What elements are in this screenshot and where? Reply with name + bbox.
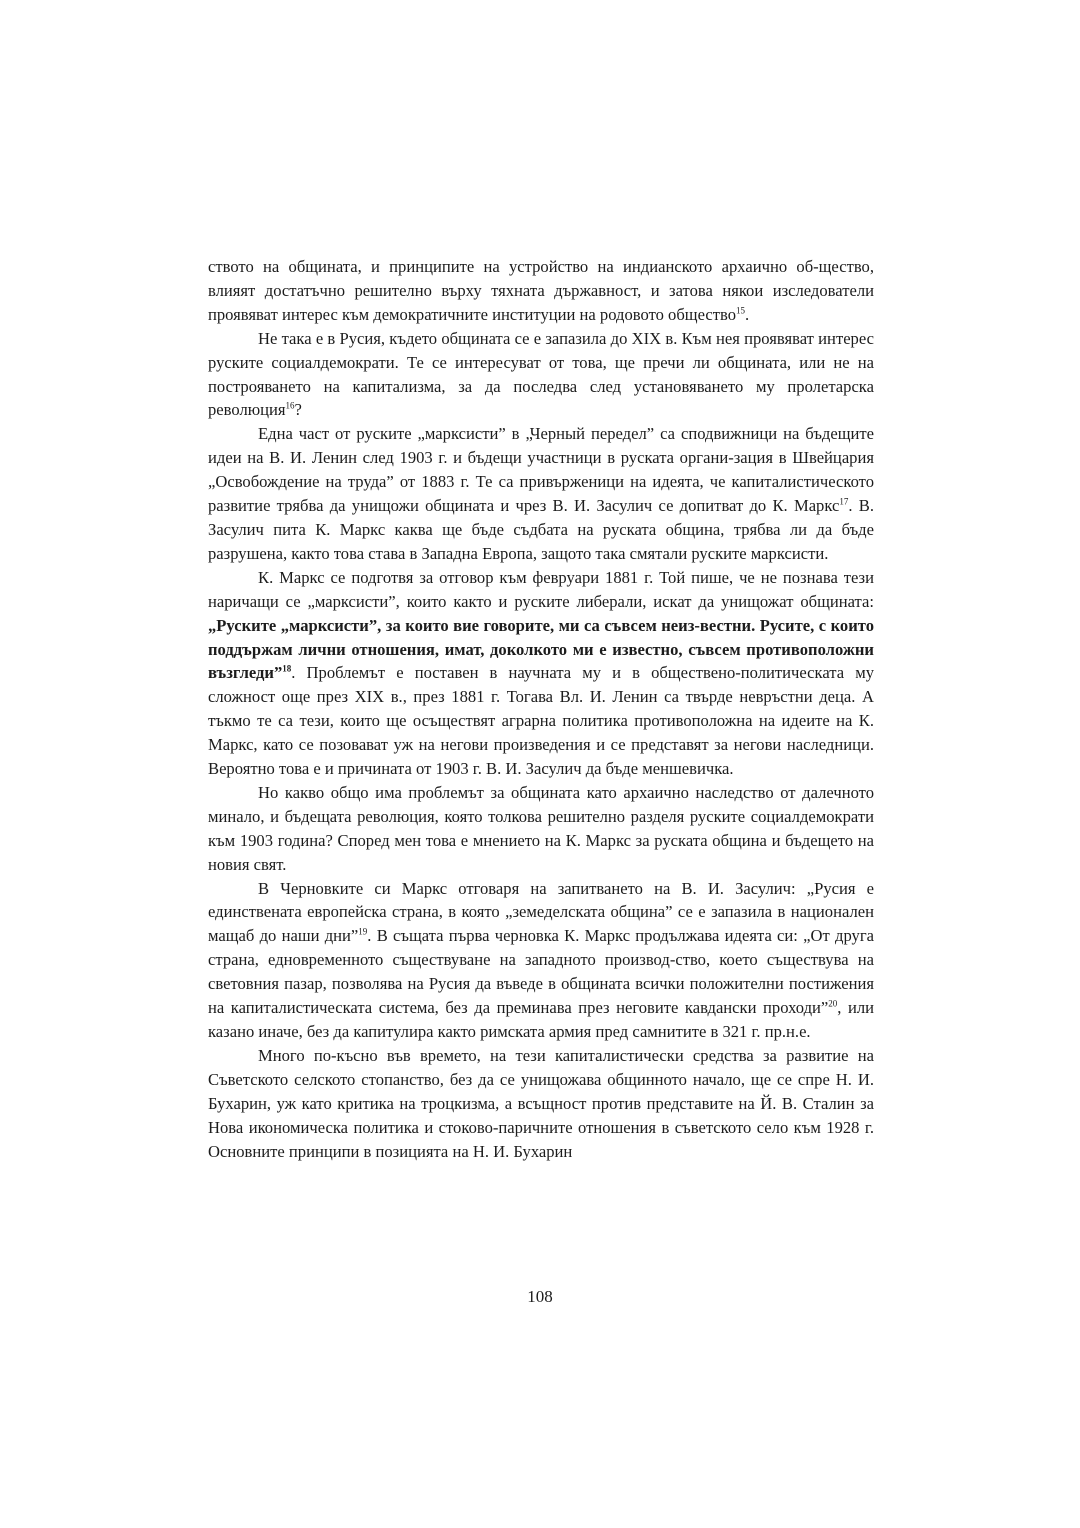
paragraph-2: Не така е в Русия, където общината се е запазила до XIX в. Към нея проявяват интерес руските социалдемократи. Те се интересуват от това, ще пречи ли общината, или не на построяването на капитализма, за да последва след установяването му пролетарска революция$^{16}$? (208, 328, 874, 420)
paragraph-3: Една част от руските „марксисти” в „Черный передел” са сподвижници на бъдещите идеи на В. И. Ленин след 1903 г. и бъдещи участници в руската органи-зация в Швейцария „Освобождение на труда” от 1883 г. Те са привърженици на идеята, че капиталистическото развитие трябва да унищожи общината и чрез В. И. Засулич се допитват до К. Маркс$^{17}$. В. Засулич пита К. Маркс каква ще бъде съдбата на руската община, трябва ли да бъде разрушена, както това става в Западна Европа, защото така смятали руските марксисти. (208, 424, 874, 563)
paragraph-1: ството на общината, и принципите на устройство на индианското архаично об-щество, влияят достатъчно решително върху тяхната държавност, и затова някои изследователи проявяват интерес към демократичните институции на родовото общество$^{15}$. (208, 257, 874, 324)
footnote-ref-20[interactable]: 20 (828, 998, 838, 1009)
footnote-ref-16[interactable]: 16 (285, 400, 295, 411)
paragraph-7: Много по-късно във времето, на тези капиталистически средства за развитие на Съветското селското стопанство, без да се унищожава общинното начало, ще се спре Н. И. Бухарин, уж като критика на троцкизма, а всъщност против представите на Й. В. Сталин за Нова икономическа политика и стоково-паричните отношения в съветското село към 1928 г. Основните принципи в позицията на Н. И. Бухарин (208, 1045, 874, 1161)
paragraph-6: В Черновките си Маркс отговаря на запитването на В. И. Засулич: „Русия е единствената европейска страна, в която „земеделската община” се е запазила в национален мащаб до наши дни”$^{19}$. В същата първа черновка К. Маркс продължава идеята си: „От друга страна, едновременното съществуване на западното производ-ство, което съществува на световния пазар, позволява на Русия да въведе в общината всички положителни постижения на капиталистическата система, без да преминава през неговите кавдански проходи”$^{20}$, или казано иначе, без да капитулира както римската армия пред самнитите в 321 г. пр.н.е. (208, 878, 874, 1041)
paragraph-4: К. Маркс се подготвя за отговор към февруари 1881 г. Той пише, че не познава тези наричащи се „марксисти”, които както и руските либерали, искат да унищожат общината: „Руските „марксисти”, за които вие говорите, ми са съвсем неиз-вестни. Русите, с които поддържам лични отношения, имат, доколкото ми е известно, съвсем противоположни възгледи”$^{18}$. Проблемът е поставен в научната му и в обществено-политическата му сложност още през XIX в., през 1881 г. Тогава Вл. И. Ленин са твърде невръстни деца. А тъкмо те са тези, които ще осъществят аграрна политика противоположна на идеите на К. Маркс, като се позовават уж на негови произведения и се представят за негови наследници. Вероятно това е и причината от 1903 г. В. И. Засулич да бъде меншевичка. (208, 567, 874, 779)
body-text (208, 255, 874, 1163)
footnote-ref-18[interactable]: 18 (282, 663, 292, 674)
paragraph-5: Но какво общо има проблемът за общината като архаично наследство от далечното минало, и бъдещата революция, която толкова решително разделя руските социалдемократи към 1903 година? Според мен това е мнението на К. Маркс за руската община и бъдещето на новия свят. (208, 782, 874, 874)
page-number: 108 (527, 1287, 553, 1306)
footnote-ref-19[interactable]: 19 (358, 926, 368, 937)
footnote-ref-17[interactable]: 17 (839, 496, 849, 507)
footnote-ref-15[interactable]: 15 (736, 305, 745, 316)
marx-quote-bold: „Руските „марксисти”, за които вие говорите, ми са съвсем неиз-вестни. Русите, с които поддържам лични отношения, имат, доколкото ми е известно, съвсем противоположни възгледи” (208, 615, 874, 683)
